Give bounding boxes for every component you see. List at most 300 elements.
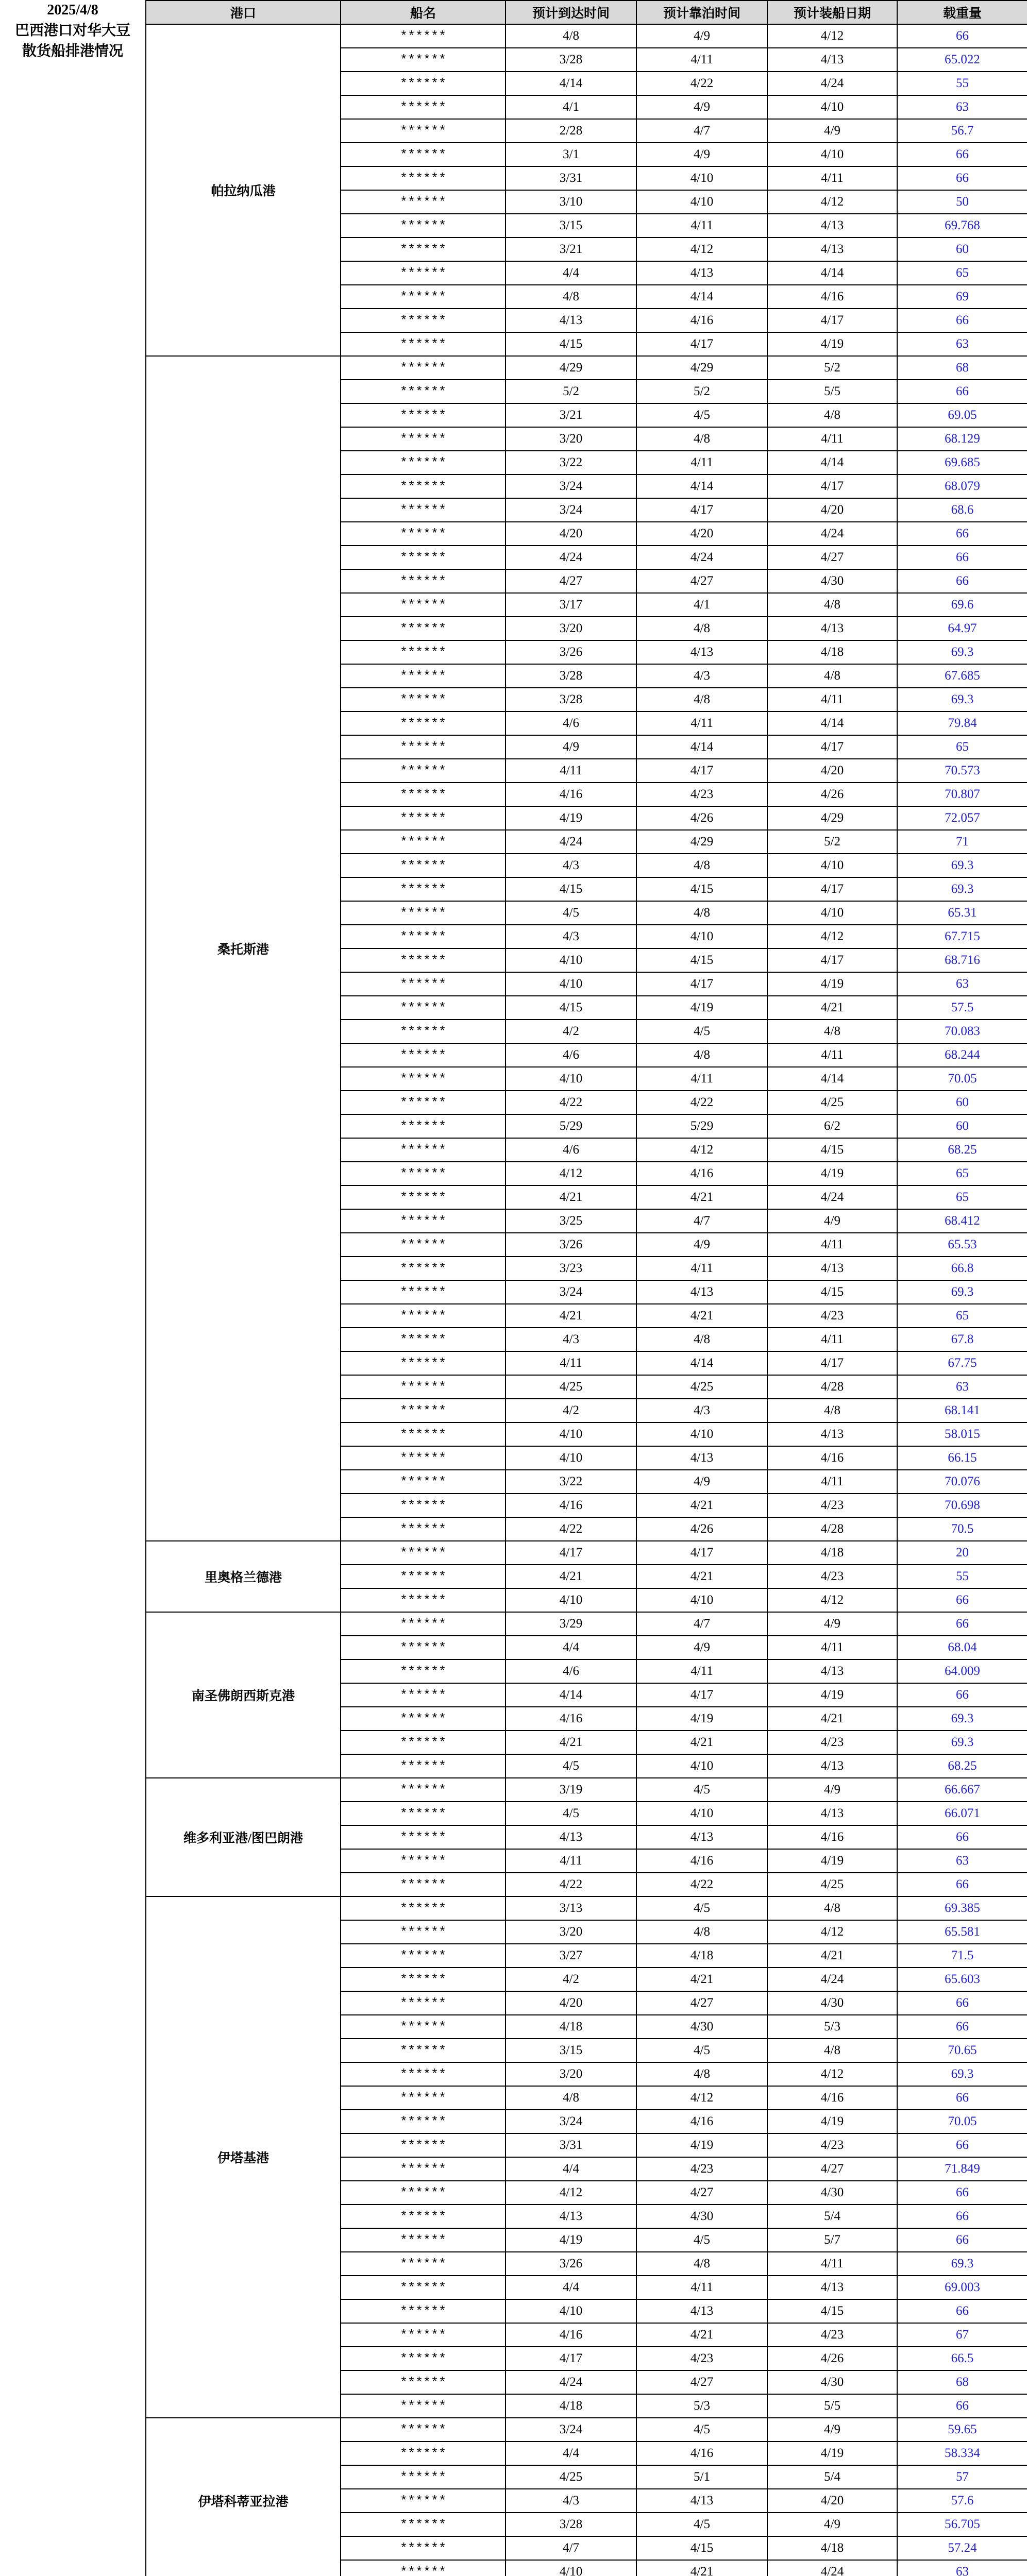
eta: 4/5 [506, 1802, 636, 1825]
volume: 66 [897, 1683, 1027, 1707]
ship-name: ****** [341, 2252, 506, 2276]
load-date: 4/14 [767, 1067, 897, 1091]
load-date: 4/30 [767, 569, 897, 593]
berth-date: 4/11 [636, 214, 767, 238]
ship-name: ****** [341, 569, 506, 593]
eta: 4/2 [506, 1020, 636, 1043]
berth-date: 4/5 [636, 2418, 767, 2442]
load-date: 4/13 [767, 2276, 897, 2299]
volume: 70.076 [897, 1470, 1027, 1494]
volume: 66.071 [897, 1802, 1027, 1825]
load-date: 4/24 [767, 2560, 897, 2576]
berth-date: 4/21 [636, 1565, 767, 1588]
eta: 4/16 [506, 1494, 636, 1517]
load-date: 4/13 [767, 617, 897, 640]
volume: 57.6 [897, 2489, 1027, 2513]
load-date: 4/8 [767, 1020, 897, 1043]
volume: 66 [897, 546, 1027, 569]
berth-date: 4/17 [636, 332, 767, 356]
volume: 63 [897, 1375, 1027, 1399]
eta: 5/29 [506, 1114, 636, 1138]
eta: 4/19 [506, 806, 636, 830]
load-date: 4/11 [767, 1328, 897, 1351]
ship-name: ****** [341, 1541, 506, 1565]
eta: 4/18 [506, 2394, 636, 2418]
berth-date: 4/11 [636, 451, 767, 474]
volume: 69.768 [897, 214, 1027, 238]
load-date: 4/27 [767, 546, 897, 569]
load-date: 4/14 [767, 261, 897, 285]
volume: 68.129 [897, 427, 1027, 451]
berth-date: 4/12 [636, 2086, 767, 2110]
ship-name: ****** [341, 1043, 506, 1067]
volume: 66 [897, 2133, 1027, 2157]
berth-date: 4/30 [636, 2015, 767, 2039]
volume: 66 [897, 569, 1027, 593]
berth-date: 4/24 [636, 546, 767, 569]
load-date: 4/13 [767, 1802, 897, 1825]
load-date: 4/19 [767, 1683, 897, 1707]
eta: 4/10 [506, 948, 636, 972]
berth-date: 4/7 [636, 119, 767, 143]
berth-date: 4/10 [636, 1802, 767, 1825]
berth-date: 4/9 [636, 24, 767, 48]
eta: 4/10 [506, 1588, 636, 1612]
volume: 66 [897, 2181, 1027, 2205]
berth-date: 4/21 [636, 1304, 767, 1328]
ship-name: ****** [341, 380, 506, 403]
load-date: 4/21 [767, 996, 897, 1020]
load-date: 4/17 [767, 309, 897, 332]
eta: 4/8 [506, 2086, 636, 2110]
eta: 4/16 [506, 1707, 636, 1731]
berth-date: 4/7 [636, 1612, 767, 1636]
eta: 4/20 [506, 522, 636, 546]
berth-date: 4/5 [636, 2513, 767, 2536]
berth-date: 4/14 [636, 735, 767, 759]
volume: 68.141 [897, 1399, 1027, 1422]
berth-date: 4/16 [636, 2110, 767, 2133]
volume: 66 [897, 1588, 1027, 1612]
eta: 4/22 [506, 1091, 636, 1114]
volume: 69.685 [897, 451, 1027, 474]
eta: 4/29 [506, 356, 636, 380]
volume: 69.6 [897, 593, 1027, 617]
ship-name: ****** [341, 1091, 506, 1114]
report-title-line2: 散货船排港情况 [22, 43, 123, 59]
load-date: 4/8 [767, 403, 897, 427]
berth-date: 4/10 [636, 166, 767, 190]
ship-name: ****** [341, 1896, 506, 1920]
volume: 50 [897, 190, 1027, 214]
eta: 4/17 [506, 1541, 636, 1565]
load-date: 4/26 [767, 783, 897, 806]
eta: 3/13 [506, 1896, 636, 1920]
load-date: 4/15 [767, 1138, 897, 1162]
volume: 56.7 [897, 119, 1027, 143]
ship-name: ****** [341, 1968, 506, 1991]
volume: 65.31 [897, 901, 1027, 925]
berth-date: 4/21 [636, 1494, 767, 1517]
ship-name: ****** [341, 261, 506, 285]
volume: 70.807 [897, 783, 1027, 806]
port-name: 伊塔科蒂亚拉港 [146, 2418, 341, 2576]
volume: 71 [897, 830, 1027, 854]
ship-name: ****** [341, 2015, 506, 2039]
eta: 4/15 [506, 877, 636, 901]
ship-name: ****** [341, 1517, 506, 1541]
ship-name: ****** [341, 1920, 506, 1944]
berth-date: 4/5 [636, 1778, 767, 1802]
berth-date: 4/15 [636, 948, 767, 972]
volume: 68 [897, 2370, 1027, 2394]
load-date: 4/24 [767, 522, 897, 546]
load-date: 4/12 [767, 24, 897, 48]
berth-date: 4/5 [636, 1896, 767, 1920]
ship-name: ****** [341, 2299, 506, 2323]
load-date: 4/26 [767, 2347, 897, 2370]
berth-date: 4/8 [636, 617, 767, 640]
load-date: 4/28 [767, 1375, 897, 1399]
eta: 4/11 [506, 1351, 636, 1375]
berth-date: 4/11 [636, 1067, 767, 1091]
ship-name: ****** [341, 1612, 506, 1636]
ship-name: ****** [341, 451, 506, 474]
ship-name: ****** [341, 1351, 506, 1375]
volume: 66 [897, 1612, 1027, 1636]
load-date: 4/9 [767, 1778, 897, 1802]
volume: 66 [897, 2015, 1027, 2039]
load-date: 4/9 [767, 2513, 897, 2536]
volume: 56.705 [897, 2513, 1027, 2536]
berth-date: 4/10 [636, 190, 767, 214]
volume: 68.25 [897, 1754, 1027, 1778]
load-date: 4/11 [767, 2252, 897, 2276]
berth-date: 4/5 [636, 1020, 767, 1043]
berth-date: 4/17 [636, 1541, 767, 1565]
load-date: 4/17 [767, 735, 897, 759]
berth-date: 4/27 [636, 2181, 767, 2205]
eta: 3/21 [506, 238, 636, 261]
eta: 4/12 [506, 1162, 636, 1185]
eta: 4/16 [506, 2323, 636, 2347]
berth-date: 4/14 [636, 285, 767, 309]
port-name: 伊塔基港 [146, 1896, 341, 2418]
volume: 69.3 [897, 854, 1027, 877]
load-date: 4/11 [767, 688, 897, 711]
berth-date: 4/8 [636, 2252, 767, 2276]
berth-date: 4/13 [636, 1825, 767, 1849]
berth-date: 4/30 [636, 2205, 767, 2228]
berth-date: 4/10 [636, 1754, 767, 1778]
load-date: 4/15 [767, 1280, 897, 1304]
ship-name: ****** [341, 1209, 506, 1233]
berth-date: 4/5 [636, 403, 767, 427]
load-date: 4/18 [767, 640, 897, 664]
load-date: 4/18 [767, 2536, 897, 2560]
ship-name: ****** [341, 830, 506, 854]
ship-name: ****** [341, 166, 506, 190]
ship-name: ****** [341, 1233, 506, 1257]
port-name: 帕拉纳瓜港 [146, 24, 341, 356]
ship-name: ****** [341, 24, 506, 48]
ship-name: ****** [341, 143, 506, 166]
ship-name: ****** [341, 2560, 506, 2576]
load-date: 4/16 [767, 285, 897, 309]
load-date: 4/8 [767, 2039, 897, 2062]
volume: 66 [897, 2299, 1027, 2323]
load-date: 4/23 [767, 1494, 897, 1517]
berth-date: 4/11 [636, 1659, 767, 1683]
load-date: 4/8 [767, 664, 897, 688]
berth-date: 4/17 [636, 972, 767, 996]
eta: 4/3 [506, 1328, 636, 1351]
berth-date: 5/3 [636, 2394, 767, 2418]
eta: 4/13 [506, 2205, 636, 2228]
volume: 66 [897, 1825, 1027, 1849]
load-date: 5/4 [767, 2205, 897, 2228]
load-date: 4/11 [767, 427, 897, 451]
volume: 57.5 [897, 996, 1027, 1020]
ship-name: ****** [341, 2370, 506, 2394]
volume: 60 [897, 1091, 1027, 1114]
volume: 65.581 [897, 1920, 1027, 1944]
load-date: 4/21 [767, 1707, 897, 1731]
berth-date: 4/14 [636, 474, 767, 498]
load-date: 4/9 [767, 1612, 897, 1636]
volume: 66 [897, 1991, 1027, 2015]
volume: 58.015 [897, 1422, 1027, 1446]
volume: 69.3 [897, 2062, 1027, 2086]
berth-date: 4/17 [636, 1683, 767, 1707]
ship-name: ****** [341, 522, 506, 546]
eta: 3/26 [506, 640, 636, 664]
table-row [146, 1896, 1027, 1920]
volume: 60 [897, 1114, 1027, 1138]
eta: 4/9 [506, 735, 636, 759]
ship-name: ****** [341, 1825, 506, 1849]
volume: 67.685 [897, 664, 1027, 688]
eta: 4/6 [506, 1138, 636, 1162]
eta: 3/15 [506, 2039, 636, 2062]
ship-name: ****** [341, 2418, 506, 2442]
load-date: 4/13 [767, 1422, 897, 1446]
berth-date: 4/22 [636, 1091, 767, 1114]
ship-name: ****** [341, 2513, 506, 2536]
volume: 79.84 [897, 711, 1027, 735]
volume: 71.849 [897, 2157, 1027, 2181]
berth-date: 4/9 [636, 95, 767, 119]
berth-date: 4/15 [636, 2536, 767, 2560]
berth-date: 4/16 [636, 1849, 767, 1873]
berth-date: 4/8 [636, 854, 767, 877]
load-date: 4/20 [767, 759, 897, 783]
berth-date: 4/21 [636, 2323, 767, 2347]
ship-name: ****** [341, 1659, 506, 1683]
load-date: 4/24 [767, 1185, 897, 1209]
ship-name: ****** [341, 1636, 506, 1659]
ship-name: ****** [341, 95, 506, 119]
port-name: 维多利亚港/图巴朗港 [146, 1778, 341, 1896]
report-date: 2025/4/8 [47, 2, 98, 18]
ship-name: ****** [341, 427, 506, 451]
volume: 70.698 [897, 1494, 1027, 1517]
ship-name: ****** [341, 1446, 506, 1470]
volume: 70.083 [897, 1020, 1027, 1043]
berth-date: 4/22 [636, 1873, 767, 1896]
table-row [146, 1612, 1027, 1636]
volume: 66 [897, 166, 1027, 190]
volume: 69.3 [897, 688, 1027, 711]
berth-date: 4/8 [636, 688, 767, 711]
load-date: 4/9 [767, 2418, 897, 2442]
volume: 70.05 [897, 1067, 1027, 1091]
col-header-load: 预计装船日期 [767, 1, 897, 24]
ship-name: ****** [341, 948, 506, 972]
eta: 5/2 [506, 380, 636, 403]
table-row [146, 356, 1027, 380]
ship-name: ****** [341, 711, 506, 735]
ship-name: ****** [341, 593, 506, 617]
berth-date: 4/9 [636, 1636, 767, 1659]
ship-name: ****** [341, 1494, 506, 1517]
eta: 4/24 [506, 2370, 636, 2394]
berth-date: 4/10 [636, 1422, 767, 1446]
volume: 59.65 [897, 2418, 1027, 2442]
volume: 57.24 [897, 2536, 1027, 2560]
ship-name: ****** [341, 996, 506, 1020]
eta: 2/28 [506, 119, 636, 143]
load-date: 4/17 [767, 877, 897, 901]
berth-date: 4/16 [636, 2442, 767, 2465]
ship-name: ****** [341, 1328, 506, 1351]
berth-date: 4/11 [636, 2276, 767, 2299]
volume: 65.53 [897, 1233, 1027, 1257]
load-date: 4/10 [767, 95, 897, 119]
ship-name: ****** [341, 2110, 506, 2133]
load-date: 4/19 [767, 1162, 897, 1185]
berth-date: 4/15 [636, 877, 767, 901]
load-date: 4/10 [767, 901, 897, 925]
eta: 4/14 [506, 1683, 636, 1707]
volume: 65 [897, 1162, 1027, 1185]
ship-name: ****** [341, 1138, 506, 1162]
berth-date: 4/13 [636, 2489, 767, 2513]
load-date: 4/17 [767, 474, 897, 498]
load-date: 4/11 [767, 1043, 897, 1067]
berth-date: 5/2 [636, 380, 767, 403]
volume: 66.8 [897, 1257, 1027, 1280]
eta: 4/4 [506, 2157, 636, 2181]
berth-date: 4/12 [636, 238, 767, 261]
ship-name: ****** [341, 1802, 506, 1825]
load-date: 4/24 [767, 1968, 897, 1991]
ship-name: ****** [341, 2489, 506, 2513]
eta: 3/20 [506, 427, 636, 451]
berth-date: 4/21 [636, 1731, 767, 1754]
volume: 64.97 [897, 617, 1027, 640]
table-row [146, 24, 1027, 48]
berth-date: 4/13 [636, 1280, 767, 1304]
ship-name: ****** [341, 2323, 506, 2347]
volume: 69 [897, 285, 1027, 309]
eta: 3/24 [506, 474, 636, 498]
ship-name: ****** [341, 1683, 506, 1707]
eta: 4/5 [506, 901, 636, 925]
volume: 55 [897, 72, 1027, 95]
volume: 69.3 [897, 1731, 1027, 1754]
eta: 3/23 [506, 1257, 636, 1280]
ship-name: ****** [341, 617, 506, 640]
eta: 4/4 [506, 2442, 636, 2465]
eta: 4/10 [506, 1446, 636, 1470]
ship-name: ****** [341, 2181, 506, 2205]
volume: 55 [897, 1565, 1027, 1588]
eta: 4/2 [506, 1968, 636, 1991]
eta: 3/10 [506, 190, 636, 214]
berth-date: 4/19 [636, 996, 767, 1020]
eta: 4/21 [506, 1731, 636, 1754]
load-date: 4/12 [767, 2062, 897, 2086]
volume: 57 [897, 2465, 1027, 2489]
volume: 66 [897, 2205, 1027, 2228]
load-date: 4/27 [767, 2157, 897, 2181]
load-date: 4/25 [767, 1091, 897, 1114]
eta: 3/26 [506, 1233, 636, 1257]
berth-date: 4/11 [636, 711, 767, 735]
load-date: 4/13 [767, 214, 897, 238]
ship-name: ****** [341, 1020, 506, 1043]
berth-date: 4/3 [636, 1399, 767, 1422]
eta: 4/13 [506, 1825, 636, 1849]
berth-date: 4/11 [636, 1257, 767, 1280]
berth-date: 4/13 [636, 2299, 767, 2323]
eta: 4/6 [506, 711, 636, 735]
port-name: 里奥格兰德港 [146, 1541, 341, 1612]
berth-date: 4/27 [636, 2370, 767, 2394]
eta: 3/28 [506, 688, 636, 711]
berth-date: 4/21 [636, 2560, 767, 2576]
load-date: 4/16 [767, 2086, 897, 2110]
volume: 66 [897, 1873, 1027, 1896]
load-date: 4/13 [767, 48, 897, 72]
volume: 63 [897, 95, 1027, 119]
load-date: 4/15 [767, 2299, 897, 2323]
ship-name: ****** [341, 854, 506, 877]
ship-name: ****** [341, 2465, 506, 2489]
eta: 4/21 [506, 1185, 636, 1209]
volume: 67.715 [897, 925, 1027, 948]
load-date: 4/19 [767, 332, 897, 356]
volume: 69.3 [897, 640, 1027, 664]
volume: 65 [897, 735, 1027, 759]
volume: 66 [897, 143, 1027, 166]
load-date: 5/2 [767, 356, 897, 380]
ship-name: ****** [341, 1067, 506, 1091]
eta: 4/22 [506, 1873, 636, 1896]
eta: 4/10 [506, 1067, 636, 1091]
volume: 63 [897, 1849, 1027, 1873]
berth-date: 4/1 [636, 593, 767, 617]
berth-date: 4/29 [636, 830, 767, 854]
volume: 69.3 [897, 877, 1027, 901]
eta: 4/10 [506, 972, 636, 996]
ship-name: ****** [341, 72, 506, 95]
load-date: 4/16 [767, 1446, 897, 1470]
col-header-eta: 预计到达时间 [506, 1, 636, 24]
load-date: 5/5 [767, 380, 897, 403]
load-date: 4/9 [767, 119, 897, 143]
